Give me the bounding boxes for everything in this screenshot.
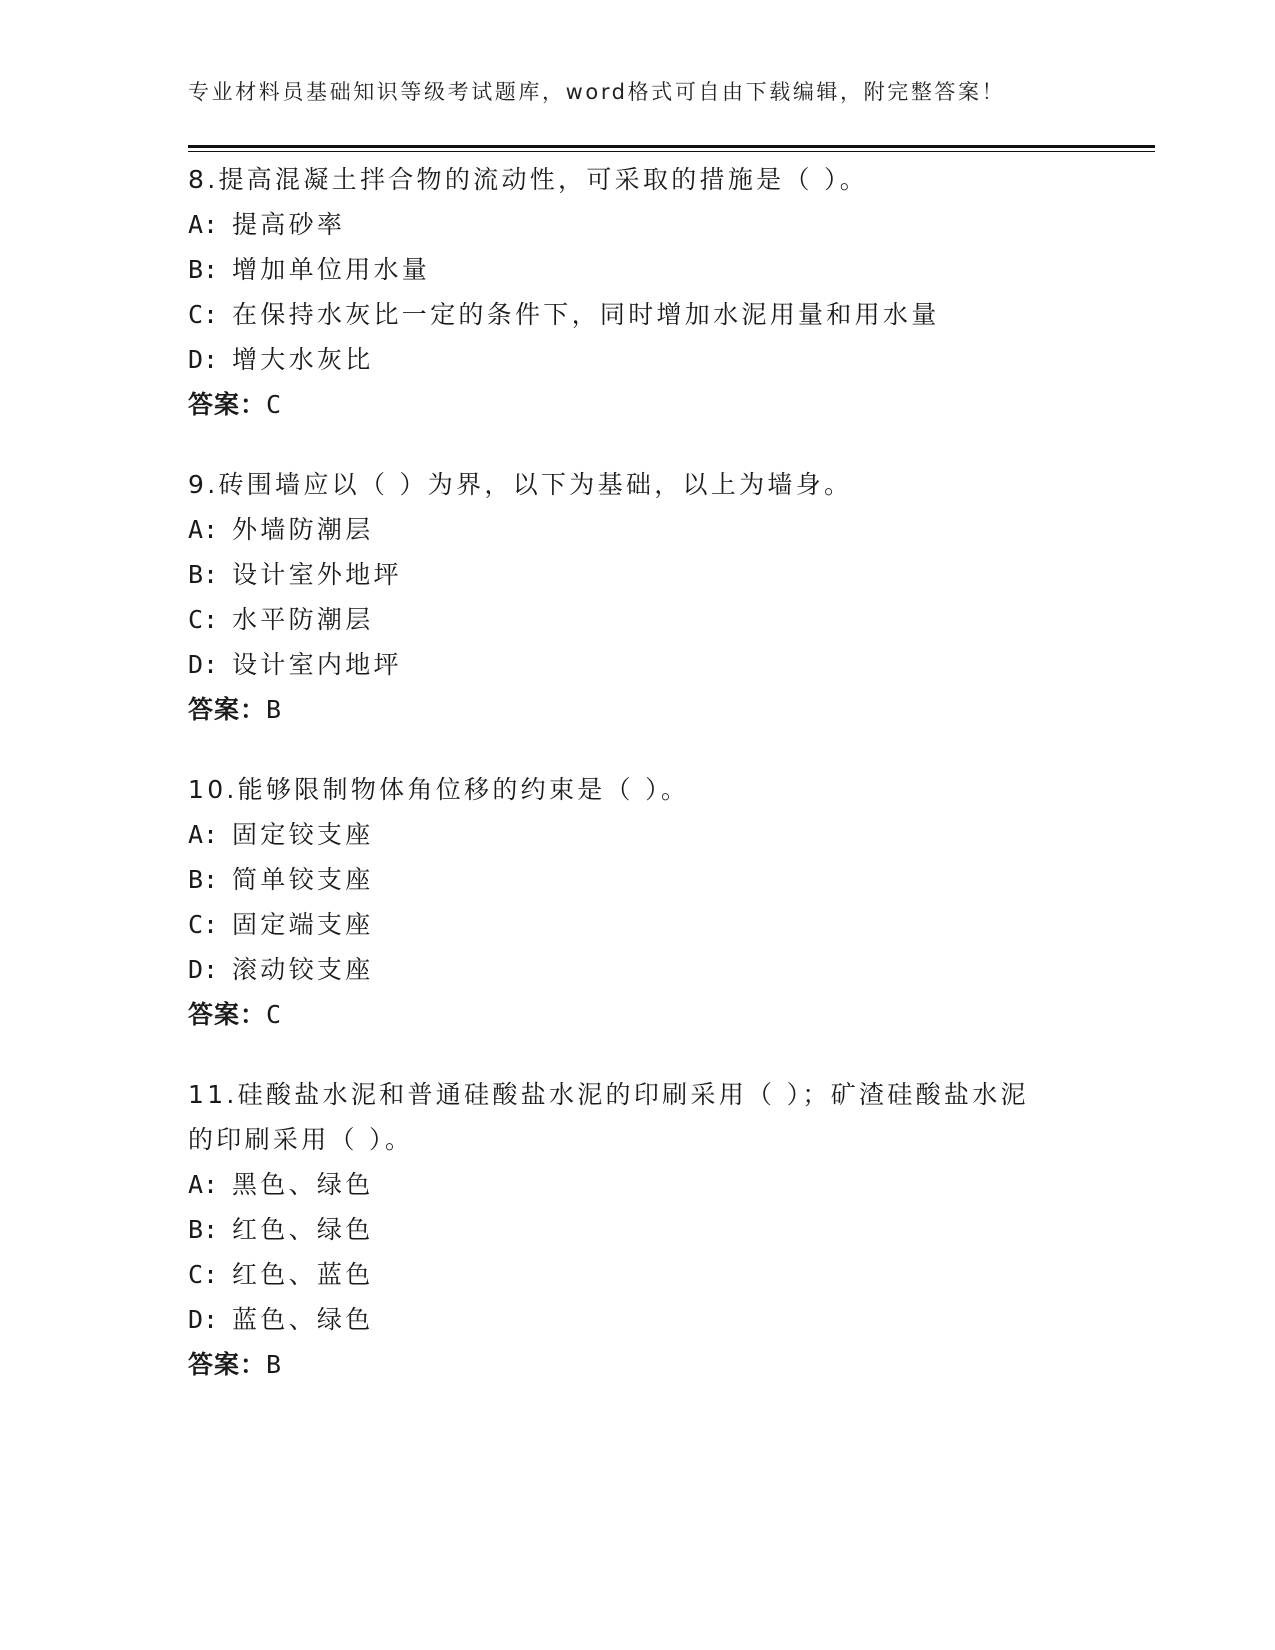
option-c: [188, 292, 1088, 337]
option-b: [188, 552, 1088, 597]
option-text: 黑色、绿色: [232, 1170, 374, 1199]
option-c: [188, 902, 1088, 947]
page-header: 专业材料员基础知识等级考试题库，word格式可自由下载编辑，附完整答案！: [188, 80, 1006, 104]
option-letter: D:: [188, 955, 219, 984]
option-d: [188, 642, 1088, 687]
question-stem: 10.能够限制物体角位移的约束是（ ）。: [188, 775, 690, 804]
question-stem: 9.砖围墙应以（ ）为界，以下为基础，以上为墙身。: [188, 470, 853, 499]
option-letter: A:: [188, 210, 219, 239]
option-text: 红色、绿色: [232, 1215, 374, 1244]
option-text: 增加单位用水量: [232, 255, 431, 284]
option-letter: D:: [188, 1305, 219, 1334]
option-letter: A:: [188, 515, 219, 544]
option-d: [188, 337, 1088, 382]
option-text: 蓝色、绿色: [232, 1305, 374, 1334]
question-stem: 8.提高混凝土拌合物的流动性，可采取的措施是（ ）。: [188, 165, 869, 194]
option-a: [188, 1162, 1088, 1207]
answer-value: B: [266, 695, 282, 724]
option-a: [188, 202, 1088, 247]
option-text: 滚动铰支座: [232, 955, 374, 984]
option-letter: D:: [188, 650, 219, 679]
option-text: 水平防潮层: [232, 605, 374, 634]
option-letter: D:: [188, 345, 219, 374]
option-text: 外墙防潮层: [232, 515, 374, 544]
option-letter: C:: [188, 605, 219, 634]
option-text: 增大水灰比: [232, 345, 374, 374]
option-letter: B:: [188, 865, 219, 894]
answer-line: [188, 382, 1088, 427]
option-a: [188, 507, 1088, 552]
option-text: 提高砂率: [232, 210, 346, 239]
answer-value: C: [266, 1000, 282, 1029]
answer-value: B: [266, 1350, 282, 1379]
option-text: 固定铰支座: [232, 820, 374, 849]
question-8: [188, 157, 1088, 427]
option-letter: B:: [188, 560, 219, 589]
question-stem-line-2: 的印刷采用（ ）。: [188, 1125, 414, 1154]
option-text: 设计室外地坪: [232, 560, 402, 589]
option-a: [188, 812, 1088, 857]
answer-label: 答案：: [188, 1350, 267, 1379]
option-letter: C:: [188, 1260, 219, 1289]
option-letter: B:: [188, 1215, 219, 1244]
option-c: [188, 1252, 1088, 1297]
option-letter: C:: [188, 300, 219, 329]
answer-value: C: [266, 390, 282, 419]
answer-label: 答案：: [188, 390, 267, 419]
option-text: 在保持水灰比一定的条件下，同时增加水泥用量和用水量: [232, 300, 940, 329]
answer-line: [188, 687, 1088, 732]
answer-label: 答案：: [188, 1000, 267, 1029]
answer-line: [188, 992, 1088, 1037]
option-b: [188, 1207, 1088, 1252]
option-b: [188, 857, 1088, 902]
option-letter: B:: [188, 255, 219, 284]
answer-label: 答案：: [188, 695, 267, 724]
answer-line: [188, 1342, 1088, 1387]
option-d: [188, 947, 1088, 992]
option-c: [188, 597, 1088, 642]
question-9: [188, 462, 1088, 732]
option-b: [188, 247, 1088, 292]
option-d: [188, 1297, 1088, 1342]
option-text: 红色、蓝色: [232, 1260, 374, 1289]
header-rule-thick: [188, 145, 1155, 148]
header-rule-thin: [188, 151, 1155, 152]
option-text: 简单铰支座: [232, 865, 374, 894]
question-stem-line-1: 11.硅酸盐水泥和普通硅酸盐水泥的印刷采用（ ）；矿渣硅酸盐水泥: [188, 1080, 1029, 1109]
question-10: [188, 767, 1088, 1037]
option-text: 设计室内地坪: [232, 650, 402, 679]
question-11: [188, 1072, 1088, 1387]
option-text: 固定端支座: [232, 910, 374, 939]
option-letter: A:: [188, 820, 219, 849]
option-letter: C:: [188, 910, 219, 939]
option-letter: A:: [188, 1170, 219, 1199]
